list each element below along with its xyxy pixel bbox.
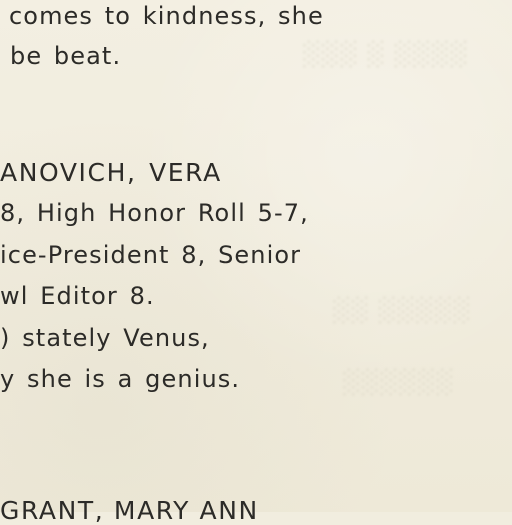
verse-line-1 bbox=[0, 326, 210, 350]
verse-line-1-lead: ) bbox=[0, 324, 23, 352]
activity-line-1: 8, High Honor Roll 5-7, bbox=[0, 199, 309, 227]
prev-entry-line-1: comes to kindness, she bbox=[9, 2, 324, 30]
activity-line-3: wl Editor 8. bbox=[0, 282, 155, 310]
reverse-side-bleed: ░░░░ ░ ░░░ bbox=[300, 42, 467, 68]
student-name: ANOVICH, VERA bbox=[0, 158, 222, 187]
activity-line-2: ice-President 8, Senior bbox=[0, 241, 302, 269]
prev-entry-line-2: be beat. bbox=[10, 42, 122, 70]
next-entry-name: GRANT, MARY ANN bbox=[0, 496, 259, 525]
verse-line-2: y she is a genius. bbox=[0, 365, 241, 393]
reverse-side-bleed: ░░░░░ ░░ bbox=[330, 298, 470, 324]
verse-line-1-text: stately Venus, bbox=[22, 324, 210, 352]
next-entry-cut bbox=[0, 496, 512, 525]
reverse-side-bleed: ░░░░░░ bbox=[340, 370, 453, 396]
